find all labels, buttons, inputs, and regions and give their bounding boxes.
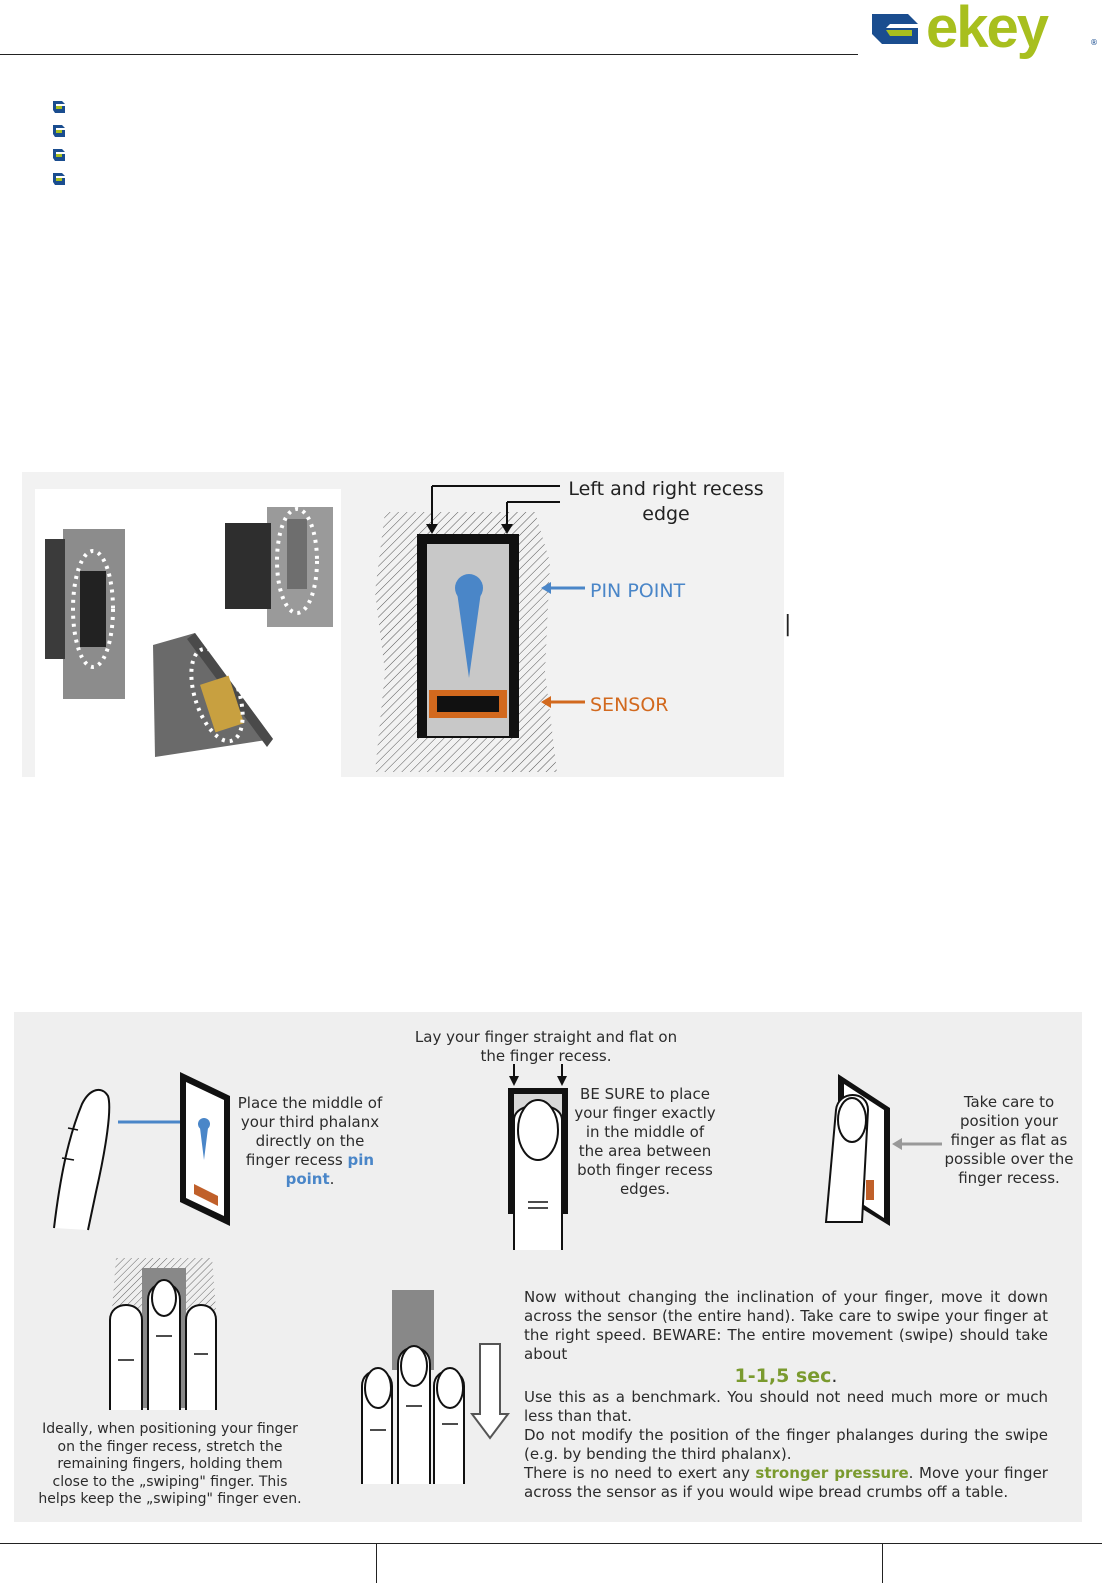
step4-illustration [104,1250,224,1410]
swipe-pressure-highlight: stronger pressure [755,1464,909,1482]
swipe-time-line [524,1364,1048,1388]
swipe-para-3: Do not modify the position of the finger phalanges during the swipe (e.g. by bending the third phalanx). [524,1426,1048,1463]
top-caption: Lay your finger straight and flat on the finger recess. [414,1028,678,1065]
logo-wordmark-text: ekey [926,0,1048,60]
swipe-para-2: Use this as a benchmark. You should not need much more or much less than that. [524,1388,1048,1425]
footer-divider-right [882,1543,883,1583]
bullet-icon [52,100,66,114]
bullet-icon [52,148,66,162]
step2-text: BE SURE to place your finger exactly in the middle of the area between both finger recess edges. [574,1085,716,1198]
step2-illustration [500,1060,576,1256]
step3-illustration [818,1070,948,1230]
footer-rule [0,1543,1102,1544]
swipe-time: 1-1,5 sec [734,1365,832,1387]
swipe-instructions [524,1288,1048,1502]
bullet-icon [52,172,66,186]
recess-edge-label: Left and right recess edge [568,478,764,525]
step1-illustration [40,1068,240,1234]
step1-text [236,1094,384,1189]
swipe-para-1: Now without changing the inclination of your finger, move it down across the sensor (the entire hand). Take care to swipe your finger at the right speed. BEWARE: The entire movement (swipe) should take about [524,1288,1048,1363]
step1-highlight: pin point [285,1151,375,1188]
device-photo [35,489,341,777]
ekey-logo [868,0,1098,60]
logo-registered-mark: ® [1090,38,1098,47]
text-cursor-marker: | [784,612,792,637]
swipe-illustration [352,1288,512,1488]
swipe-time-end: . [831,1365,838,1387]
swipe-para-4 [524,1464,1048,1502]
pin-point-label: PIN POINT [590,580,686,602]
swipe-para-4a: There is no need to exert any [524,1464,756,1482]
bullet-icon [52,124,66,138]
logo-mark-icon [868,10,926,50]
step3-text: Take care to position your finger as flat as possible over the finger recess. [944,1093,1074,1187]
sensor-label: SENSOR [590,694,669,716]
logo-wordmark [926,0,1047,61]
swipe-para-4b: . Move your finger across the sensor as if you would wipe bread crumbs off a table. [524,1464,1048,1501]
step1-text-body: Place the middle of your third phalanx directly on the finger recess [237,1094,383,1169]
step1-text-end: . [329,1170,335,1188]
footer-divider-left [376,1543,377,1583]
header-rule [0,54,858,55]
step4-text: Ideally, when positioning your finger on the finger recess, stretch the remaining fingers, holding them close to the „swiping" finger. This helps keep the „swiping" finger even. [38,1421,302,1507]
